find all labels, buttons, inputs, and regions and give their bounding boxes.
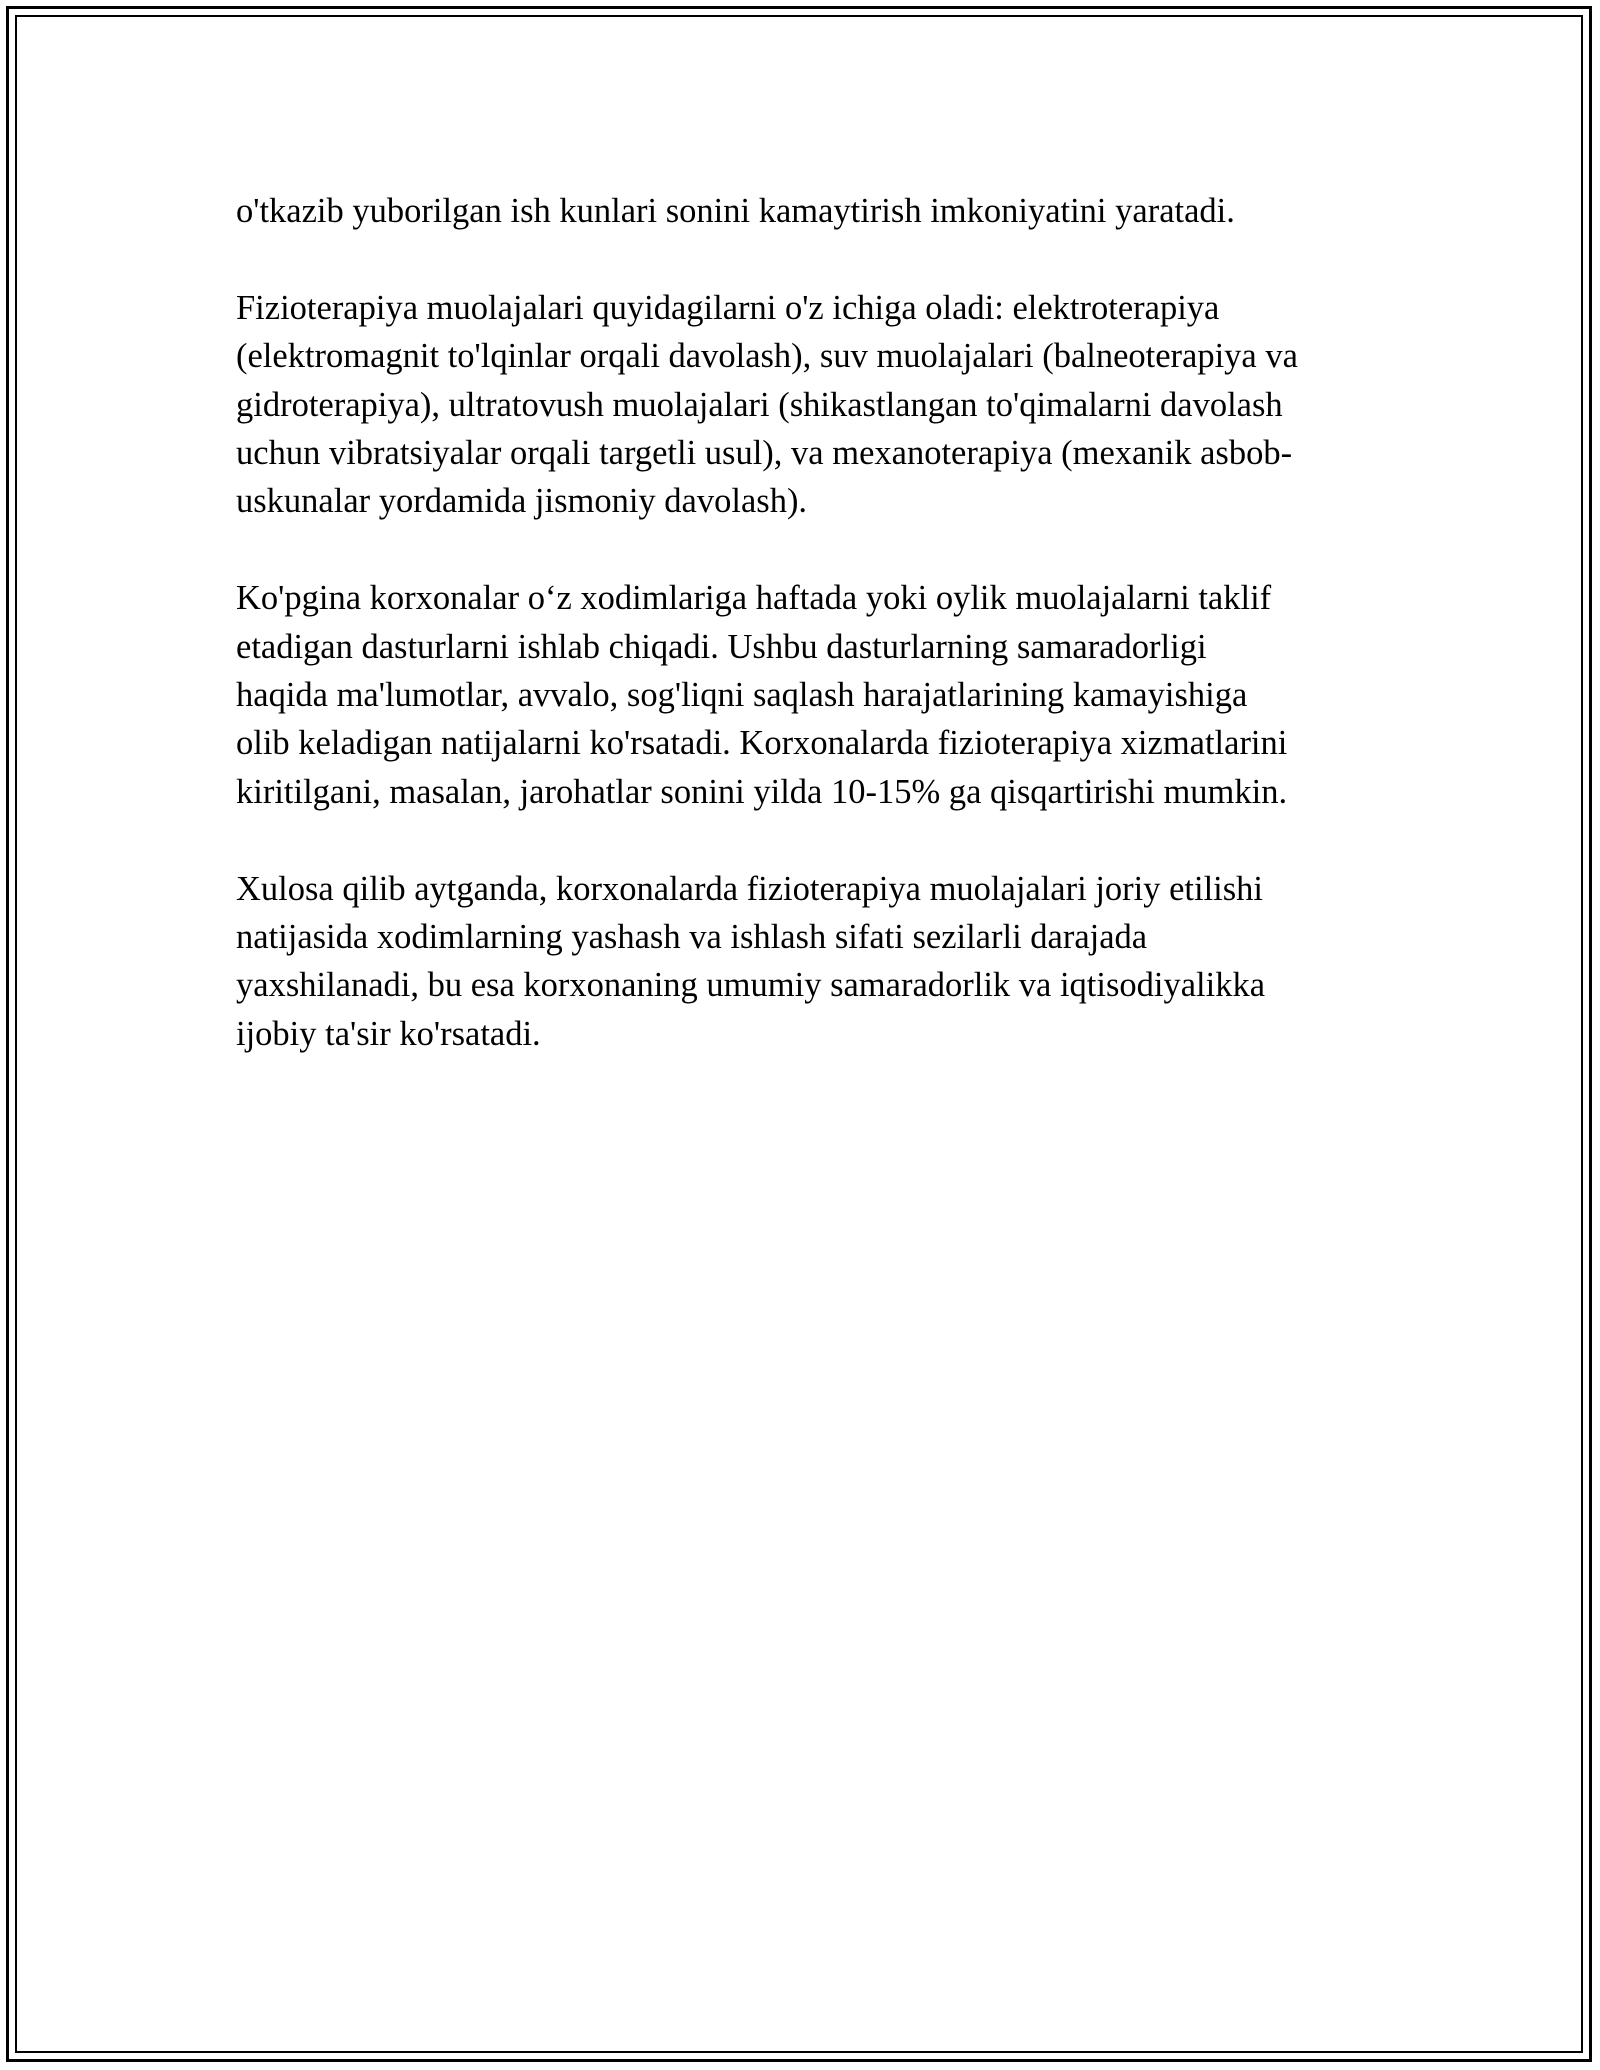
- text-line: Ko'pgina korxonalar o‘z xodimlariga haftada yoki oylik muolajalarni taklif: [236, 579, 1272, 618]
- text-line: Fizioterapiya muolajalari quyidagilarni o'z ichiga oladi: elektroterapiya: [236, 288, 1220, 327]
- paragraph-conclusion: [236, 865, 1376, 1059]
- text-line: olib keladigan natijalarni ko'rsatadi. Korxonalarda fizioterapiya xizmatlarini: [236, 724, 1288, 763]
- text-line: kiritilgani, masalan, jarohatlar sonini yilda 10-15% ga qisqartirishi mumkin.: [236, 772, 1288, 811]
- text-line: o'tkazib yuborilgan ish kunlari sonini kamaytirish imkoniyatini yaratadi.: [236, 192, 1235, 230]
- text-line: uchun vibratsiyalar orqali targetli usul), va mexanoterapiya (mexanik asbob-: [236, 434, 1293, 473]
- paragraph-treatment-types: [236, 284, 1376, 526]
- text-line: natijasida xodimlarning yashash va ishlash sifati sezilarli darajada: [236, 918, 1148, 957]
- text-line: etadigan dasturlarni ishlab chiqadi. Ushbu dasturlarning samaradorligi: [236, 627, 1207, 666]
- text-line: ijobiy ta'sir ko'rsatadi.: [236, 1014, 541, 1053]
- text-line: uskunalar yordamida jismoniy davolash).: [236, 482, 808, 521]
- paragraph-continuation: [236, 187, 1376, 235]
- text-line: (elektromagnit to'lqinlar orqali davolash), suv muolajalari (balneoterapiya va: [236, 337, 1298, 376]
- paragraph-company-programs: [236, 574, 1376, 816]
- text-line: gidroterapiya), ultratovush muolajalari (shikastlangan to'qimalarni davolash: [236, 385, 1283, 424]
- text-line: Xulosa qilib aytganda, korxonalarda fizioterapiya muolajalari joriy etilishi: [236, 869, 1264, 908]
- text-line: haqida ma'lumotlar, avvalo, sog'liqni saqlash harajatlarining kamayishiga: [236, 676, 1248, 715]
- document-body: [236, 187, 1376, 1107]
- text-line: yaxshilanadi, bu esa korxonaning umumiy samaradorlik va iqtisodiyalikka: [236, 966, 1266, 1005]
